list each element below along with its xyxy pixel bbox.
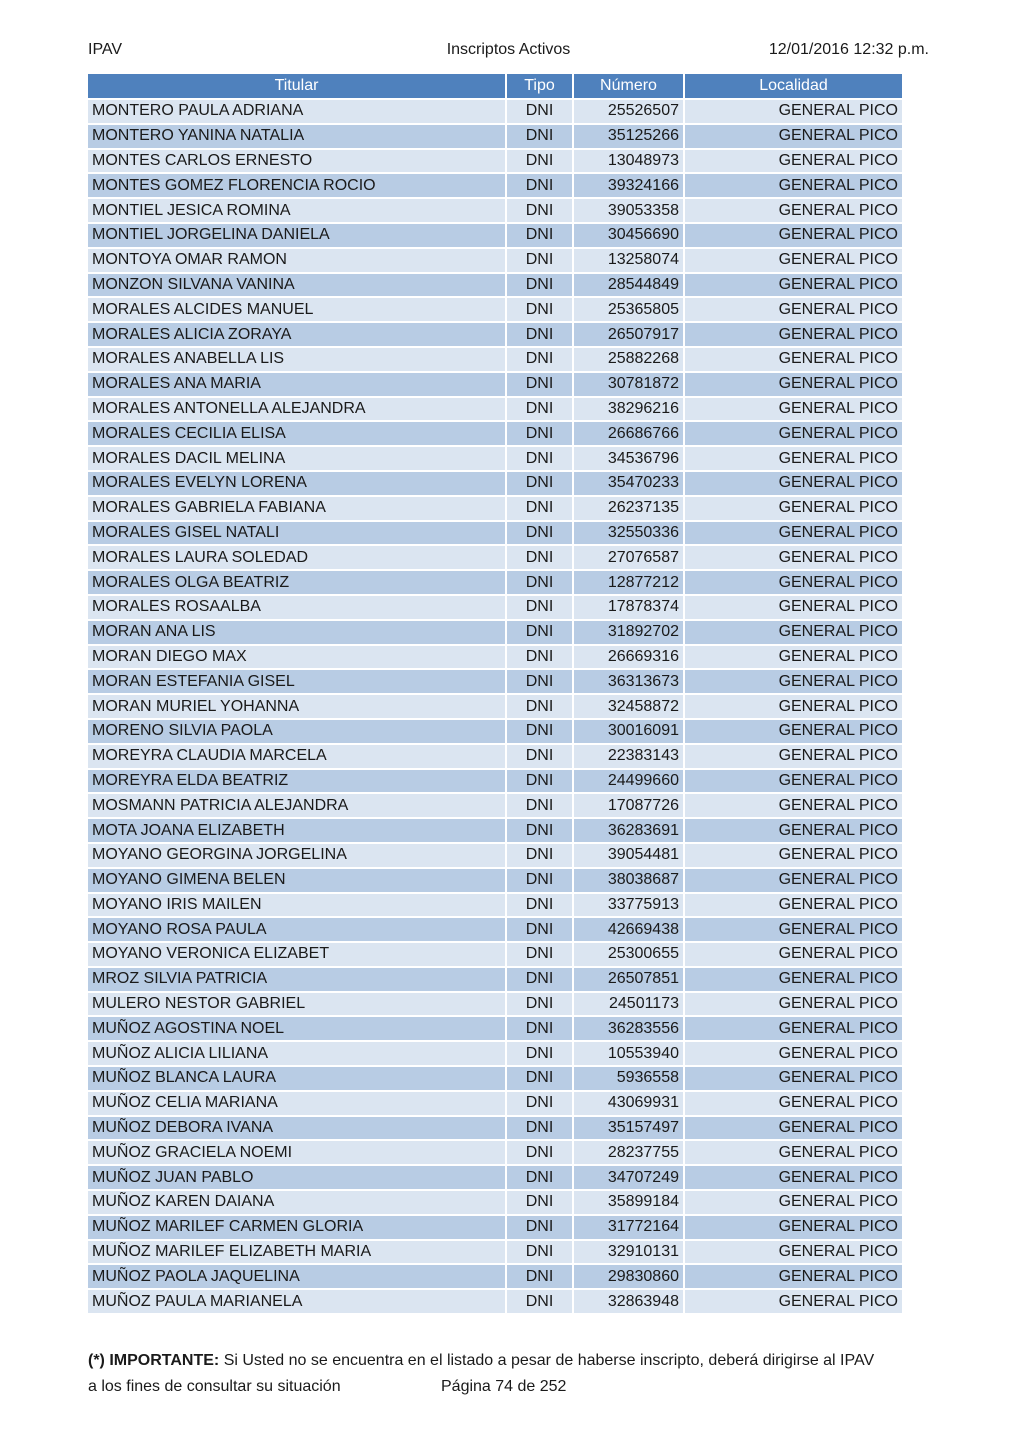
table-row — [88, 917, 902, 942]
footer-important-text: Si Usted no se encuentra en el listado a pesar de haberse inscripto, deberá dirigirse al IPAV — [219, 1352, 875, 1369]
header-datetime: 12/01/2016 12:32 p.m. — [768, 41, 929, 58]
table-row — [88, 620, 902, 645]
cell-numero: 25300655 — [573, 942, 684, 967]
table-row — [88, 1041, 902, 1066]
cell-localidad: GENERAL PICO — [684, 1240, 902, 1265]
cell-numero: 25365805 — [573, 297, 684, 322]
cell-numero: 31892702 — [573, 620, 684, 645]
cell-localidad: GENERAL PICO — [684, 669, 902, 694]
cell-numero: 26237135 — [573, 496, 684, 521]
cell-numero: 24499660 — [573, 769, 684, 794]
table-row — [88, 496, 902, 521]
table-row — [88, 471, 902, 496]
table-row — [88, 248, 902, 273]
cell-numero: 32910131 — [573, 1240, 684, 1265]
cell-tipo: DNI — [506, 942, 573, 967]
cell-tipo: DNI — [506, 149, 573, 174]
table-row — [88, 868, 902, 893]
cell-titular: MORALES ROSAALBA — [88, 595, 506, 620]
table-row — [88, 570, 902, 595]
table-row — [88, 124, 902, 149]
cell-titular: MOYANO GEORGINA JORGELINA — [88, 843, 506, 868]
table-row — [88, 645, 902, 670]
table-row — [88, 1165, 902, 1190]
cell-tipo: DNI — [506, 1091, 573, 1116]
cell-localidad: GENERAL PICO — [684, 1190, 902, 1215]
cell-tipo: DNI — [506, 545, 573, 570]
inscriptos-table — [88, 74, 902, 1313]
cell-titular: MONTOYA OMAR RAMON — [88, 248, 506, 273]
table-row — [88, 198, 902, 223]
table-row — [88, 893, 902, 918]
cell-numero: 30456690 — [573, 223, 684, 248]
cell-localidad: GENERAL PICO — [684, 149, 902, 174]
cell-tipo: DNI — [506, 173, 573, 198]
cell-titular: MORENO SILVIA PAOLA — [88, 719, 506, 744]
table-row — [88, 297, 902, 322]
cell-titular: MORALES ANA MARIA — [88, 372, 506, 397]
table-row — [88, 793, 902, 818]
cell-tipo: DNI — [506, 669, 573, 694]
cell-tipo: DNI — [506, 769, 573, 794]
cell-localidad: GENERAL PICO — [684, 570, 902, 595]
cell-tipo: DNI — [506, 471, 573, 496]
cell-tipo: DNI — [506, 793, 573, 818]
cell-localidad: GENERAL PICO — [684, 843, 902, 868]
cell-localidad: GENERAL PICO — [684, 421, 902, 446]
cell-numero: 36283556 — [573, 1016, 684, 1041]
cell-numero: 30016091 — [573, 719, 684, 744]
cell-localidad: GENERAL PICO — [684, 297, 902, 322]
cell-titular: MORALES ANTONELLA ALEJANDRA — [88, 397, 506, 422]
table-body — [88, 99, 902, 1313]
cell-tipo: DNI — [506, 248, 573, 273]
table-row — [88, 397, 902, 422]
cell-localidad: GENERAL PICO — [684, 719, 902, 744]
cell-numero: 35899184 — [573, 1190, 684, 1215]
cell-numero: 42669438 — [573, 917, 684, 942]
table-row — [88, 719, 902, 744]
cell-tipo: DNI — [506, 99, 573, 124]
cell-titular: MONTIEL JESICA ROMINA — [88, 198, 506, 223]
cell-titular: MORALES DACIL MELINA — [88, 446, 506, 471]
column-header-localidad: Localidad — [684, 74, 902, 99]
cell-numero: 26686766 — [573, 421, 684, 446]
cell-localidad: GENERAL PICO — [684, 769, 902, 794]
table-header-row — [88, 74, 902, 99]
cell-numero: 28544849 — [573, 273, 684, 298]
cell-titular: MUÑOZ MARILEF ELIZABETH MARIA — [88, 1240, 506, 1265]
cell-localidad: GENERAL PICO — [684, 917, 902, 942]
cell-numero: 29830860 — [573, 1264, 684, 1289]
cell-titular: MUÑOZ BLANCA LAURA — [88, 1066, 506, 1091]
cell-tipo: DNI — [506, 124, 573, 149]
cell-titular: MORALES OLGA BEATRIZ — [88, 570, 506, 595]
cell-localidad: GENERAL PICO — [684, 273, 902, 298]
cell-titular: MOSMANN PATRICIA ALEJANDRA — [88, 793, 506, 818]
cell-localidad: GENERAL PICO — [684, 1215, 902, 1240]
cell-titular: MONTES CARLOS ERNESTO — [88, 149, 506, 174]
cell-tipo: DNI — [506, 198, 573, 223]
cell-titular: MORAN ANA LIS — [88, 620, 506, 645]
cell-titular: MUÑOZ CELIA MARIANA — [88, 1091, 506, 1116]
cell-titular: MORAN DIEGO MAX — [88, 645, 506, 670]
cell-titular: MONTIEL JORGELINA DANIELA — [88, 223, 506, 248]
cell-titular: MULERO NESTOR GABRIEL — [88, 992, 506, 1017]
cell-titular: MORAN ESTEFANIA GISEL — [88, 669, 506, 694]
cell-localidad: GENERAL PICO — [684, 1016, 902, 1041]
cell-numero: 5936558 — [573, 1066, 684, 1091]
cell-localidad: GENERAL PICO — [684, 372, 902, 397]
cell-titular: MONTERO PAULA ADRIANA — [88, 99, 506, 124]
cell-titular: MORALES GISEL NATALI — [88, 521, 506, 546]
cell-tipo: DNI — [506, 694, 573, 719]
cell-tipo: DNI — [506, 1289, 573, 1313]
cell-numero: 34707249 — [573, 1165, 684, 1190]
cell-localidad: GENERAL PICO — [684, 545, 902, 570]
cell-titular: MUÑOZ PAULA MARIANELA — [88, 1289, 506, 1313]
cell-localidad: GENERAL PICO — [684, 1066, 902, 1091]
cell-titular: MOTA JOANA ELIZABETH — [88, 818, 506, 843]
header-organization: IPAV — [88, 41, 123, 58]
cell-tipo: DNI — [506, 496, 573, 521]
cell-tipo: DNI — [506, 1165, 573, 1190]
cell-localidad: GENERAL PICO — [684, 893, 902, 918]
table-row — [88, 1240, 902, 1265]
cell-numero: 13048973 — [573, 149, 684, 174]
cell-titular: MOYANO VERONICA ELIZABET — [88, 942, 506, 967]
cell-numero: 30781872 — [573, 372, 684, 397]
cell-titular: MUÑOZ GRACIELA NOEMI — [88, 1140, 506, 1165]
table-row — [88, 1066, 902, 1091]
cell-titular: MORALES ALICIA ZORAYA — [88, 322, 506, 347]
cell-titular: MOYANO GIMENA BELEN — [88, 868, 506, 893]
table-row — [88, 1091, 902, 1116]
column-header-numero: Número — [573, 74, 684, 99]
cell-numero: 26507851 — [573, 967, 684, 992]
cell-numero: 39053358 — [573, 198, 684, 223]
table-row — [88, 694, 902, 719]
table-row — [88, 744, 902, 769]
cell-numero: 39324166 — [573, 173, 684, 198]
cell-titular: MORALES EVELYN LORENA — [88, 471, 506, 496]
cell-titular: MOREYRA ELDA BEATRIZ — [88, 769, 506, 794]
cell-numero: 36313673 — [573, 669, 684, 694]
table-row — [88, 446, 902, 471]
cell-numero: 25526507 — [573, 99, 684, 124]
cell-tipo: DNI — [506, 818, 573, 843]
cell-tipo: DNI — [506, 645, 573, 670]
table-row — [88, 372, 902, 397]
cell-titular: MONZON SILVANA VANINA — [88, 273, 506, 298]
cell-tipo: DNI — [506, 1264, 573, 1289]
cell-titular: MUÑOZ AGOSTINA NOEL — [88, 1016, 506, 1041]
cell-titular: MORALES GABRIELA FABIANA — [88, 496, 506, 521]
table-row — [88, 273, 902, 298]
cell-tipo: DNI — [506, 744, 573, 769]
column-header-tipo: Tipo — [506, 74, 573, 99]
cell-localidad: GENERAL PICO — [684, 1289, 902, 1313]
cell-localidad: GENERAL PICO — [684, 173, 902, 198]
cell-numero: 22383143 — [573, 744, 684, 769]
table-row — [88, 818, 902, 843]
table-row — [88, 173, 902, 198]
table-row — [88, 1190, 902, 1215]
cell-tipo: DNI — [506, 347, 573, 372]
cell-tipo: DNI — [506, 446, 573, 471]
cell-localidad: GENERAL PICO — [684, 942, 902, 967]
cell-titular: MORALES ANABELLA LIS — [88, 347, 506, 372]
cell-titular: MROZ SILVIA PATRICIA — [88, 967, 506, 992]
cell-tipo: DNI — [506, 397, 573, 422]
cell-localidad: GENERAL PICO — [684, 124, 902, 149]
cell-localidad: GENERAL PICO — [684, 595, 902, 620]
cell-localidad: GENERAL PICO — [684, 471, 902, 496]
cell-numero: 39054481 — [573, 843, 684, 868]
table-row — [88, 1016, 902, 1041]
footer-note-continuation: a los fines de consultar su situación — [88, 1378, 341, 1395]
cell-localidad: GENERAL PICO — [684, 645, 902, 670]
cell-numero: 28237755 — [573, 1140, 684, 1165]
table-row — [88, 843, 902, 868]
cell-localidad: GENERAL PICO — [684, 322, 902, 347]
footer-important-label: (*) IMPORTANTE: — [88, 1352, 220, 1369]
cell-numero: 12877212 — [573, 570, 684, 595]
cell-numero: 26669316 — [573, 645, 684, 670]
cell-numero: 26507917 — [573, 322, 684, 347]
cell-numero: 43069931 — [573, 1091, 684, 1116]
cell-titular: MOYANO IRIS MAILEN — [88, 893, 506, 918]
cell-titular: MUÑOZ PAOLA JAQUELINA — [88, 1264, 506, 1289]
cell-titular: MORALES LAURA SOLEDAD — [88, 545, 506, 570]
cell-localidad: GENERAL PICO — [684, 446, 902, 471]
cell-tipo: DNI — [506, 1041, 573, 1066]
cell-numero: 33775913 — [573, 893, 684, 918]
table-row — [88, 322, 902, 347]
page-number: Página 74 de 252 — [441, 1378, 567, 1395]
table-row — [88, 669, 902, 694]
table-row — [88, 595, 902, 620]
table-row — [88, 347, 902, 372]
cell-tipo: DNI — [506, 521, 573, 546]
cell-numero: 35157497 — [573, 1116, 684, 1141]
cell-localidad: GENERAL PICO — [684, 992, 902, 1017]
cell-titular: MORAN MURIEL YOHANNA — [88, 694, 506, 719]
cell-localidad: GENERAL PICO — [684, 223, 902, 248]
table-row — [88, 942, 902, 967]
cell-localidad: GENERAL PICO — [684, 496, 902, 521]
cell-numero: 38296216 — [573, 397, 684, 422]
table-row — [88, 1140, 902, 1165]
cell-titular: MUÑOZ DEBORA IVANA — [88, 1116, 506, 1141]
cell-numero: 32550336 — [573, 521, 684, 546]
cell-numero: 36283691 — [573, 818, 684, 843]
table-row — [88, 223, 902, 248]
cell-tipo: DNI — [506, 570, 573, 595]
cell-numero: 13258074 — [573, 248, 684, 273]
cell-tipo: DNI — [506, 620, 573, 645]
cell-tipo: DNI — [506, 223, 573, 248]
cell-tipo: DNI — [506, 1140, 573, 1165]
cell-numero: 17087726 — [573, 793, 684, 818]
cell-tipo: DNI — [506, 917, 573, 942]
table-row — [88, 1215, 902, 1240]
cell-localidad: GENERAL PICO — [684, 793, 902, 818]
cell-tipo: DNI — [506, 273, 573, 298]
cell-localidad: GENERAL PICO — [684, 99, 902, 124]
cell-localidad: GENERAL PICO — [684, 1041, 902, 1066]
cell-titular: MUÑOZ JUAN PABLO — [88, 1165, 506, 1190]
cell-localidad: GENERAL PICO — [684, 521, 902, 546]
cell-localidad: GENERAL PICO — [684, 1116, 902, 1141]
cell-numero: 32458872 — [573, 694, 684, 719]
cell-titular: MOYANO ROSA PAULA — [88, 917, 506, 942]
table-row — [88, 967, 902, 992]
table-row — [88, 421, 902, 446]
cell-numero: 10553940 — [573, 1041, 684, 1066]
table-row — [88, 99, 902, 124]
cell-tipo: DNI — [506, 1215, 573, 1240]
cell-tipo: DNI — [506, 1240, 573, 1265]
table-row — [88, 149, 902, 174]
cell-titular: MUÑOZ KAREN DAIANA — [88, 1190, 506, 1215]
cell-tipo: DNI — [506, 1066, 573, 1091]
table-row — [88, 1116, 902, 1141]
cell-titular: MONTES GOMEZ FLORENCIA ROCIO — [88, 173, 506, 198]
table-row — [88, 992, 902, 1017]
cell-numero: 31772164 — [573, 1215, 684, 1240]
cell-tipo: DNI — [506, 297, 573, 322]
cell-tipo: DNI — [506, 421, 573, 446]
cell-localidad: GENERAL PICO — [684, 1140, 902, 1165]
cell-localidad: GENERAL PICO — [684, 198, 902, 223]
cell-numero: 24501173 — [573, 992, 684, 1017]
table-row — [88, 521, 902, 546]
cell-tipo: DNI — [506, 893, 573, 918]
cell-tipo: DNI — [506, 1190, 573, 1215]
cell-localidad: GENERAL PICO — [684, 1091, 902, 1116]
cell-localidad: GENERAL PICO — [684, 818, 902, 843]
column-header-titular: Titular — [88, 74, 506, 99]
cell-numero: 35470233 — [573, 471, 684, 496]
cell-tipo: DNI — [506, 843, 573, 868]
cell-localidad: GENERAL PICO — [684, 967, 902, 992]
cell-numero: 25882268 — [573, 347, 684, 372]
table-row — [88, 545, 902, 570]
cell-numero: 34536796 — [573, 446, 684, 471]
cell-titular: MUÑOZ ALICIA LILIANA — [88, 1041, 506, 1066]
cell-titular: MONTERO YANINA NATALIA — [88, 124, 506, 149]
cell-tipo: DNI — [506, 967, 573, 992]
table-row — [88, 1289, 902, 1313]
cell-tipo: DNI — [506, 322, 573, 347]
cell-numero: 32863948 — [573, 1289, 684, 1313]
cell-localidad: GENERAL PICO — [684, 397, 902, 422]
cell-tipo: DNI — [506, 868, 573, 893]
cell-titular: MOREYRA CLAUDIA MARCELA — [88, 744, 506, 769]
cell-localidad: GENERAL PICO — [684, 347, 902, 372]
cell-localidad: GENERAL PICO — [684, 248, 902, 273]
cell-localidad: GENERAL PICO — [684, 694, 902, 719]
cell-titular: MUÑOZ MARILEF CARMEN GLORIA — [88, 1215, 506, 1240]
cell-localidad: GENERAL PICO — [684, 744, 902, 769]
cell-localidad: GENERAL PICO — [684, 868, 902, 893]
cell-localidad: GENERAL PICO — [684, 1165, 902, 1190]
cell-tipo: DNI — [506, 1116, 573, 1141]
cell-tipo: DNI — [506, 992, 573, 1017]
table-row — [88, 769, 902, 794]
cell-numero: 27076587 — [573, 545, 684, 570]
header-title: Inscriptos Activos — [446, 41, 571, 58]
cell-numero: 38038687 — [573, 868, 684, 893]
cell-titular: MORALES ALCIDES MANUEL — [88, 297, 506, 322]
cell-tipo: DNI — [506, 595, 573, 620]
cell-tipo: DNI — [506, 719, 573, 744]
cell-tipo: DNI — [506, 372, 573, 397]
cell-numero: 35125266 — [573, 124, 684, 149]
table-row — [88, 1264, 902, 1289]
cell-titular: MORALES CECILIA ELISA — [88, 421, 506, 446]
cell-numero: 17878374 — [573, 595, 684, 620]
cell-tipo: DNI — [506, 1016, 573, 1041]
cell-localidad: GENERAL PICO — [684, 1264, 902, 1289]
cell-localidad: GENERAL PICO — [684, 620, 902, 645]
footer-important-note — [88, 1352, 874, 1370]
